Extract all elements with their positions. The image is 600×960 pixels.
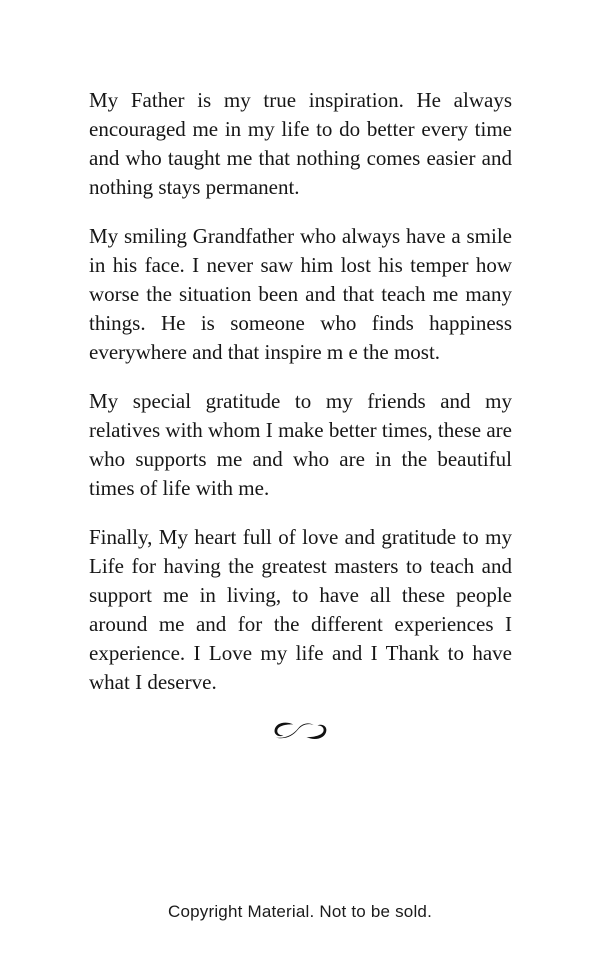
copyright-notice: Copyright Material. Not to be sold. xyxy=(167,902,432,921)
paragraph: My Father is my true inspiration. He always encouraged me in my life to do better every time and who taught me that nothing comes easier and nothing stays permanent. xyxy=(89,88,512,199)
swash-divider-icon xyxy=(89,717,512,753)
paragraph: Finally, My heart full of love and gratitude to my Life for having the greatest masters to teach and support me in living, to have all these people around me and for the different experiences I experience. I Love my life and I Thank to have what I deserve. xyxy=(89,525,512,694)
paragraph: My smiling Grandfather who always have a smile in his face. I never saw him lost his temper how worse the situation been and that teach me many things. He is someone who finds happiness everywhere and that inspire m e the most. xyxy=(89,224,512,364)
acknowledgements-text xyxy=(89,86,512,753)
paragraph: My special gratitude to my friends and my relatives with whom I make better times, these are who supports me and who are in the beautiful times of life with me. xyxy=(89,389,512,500)
